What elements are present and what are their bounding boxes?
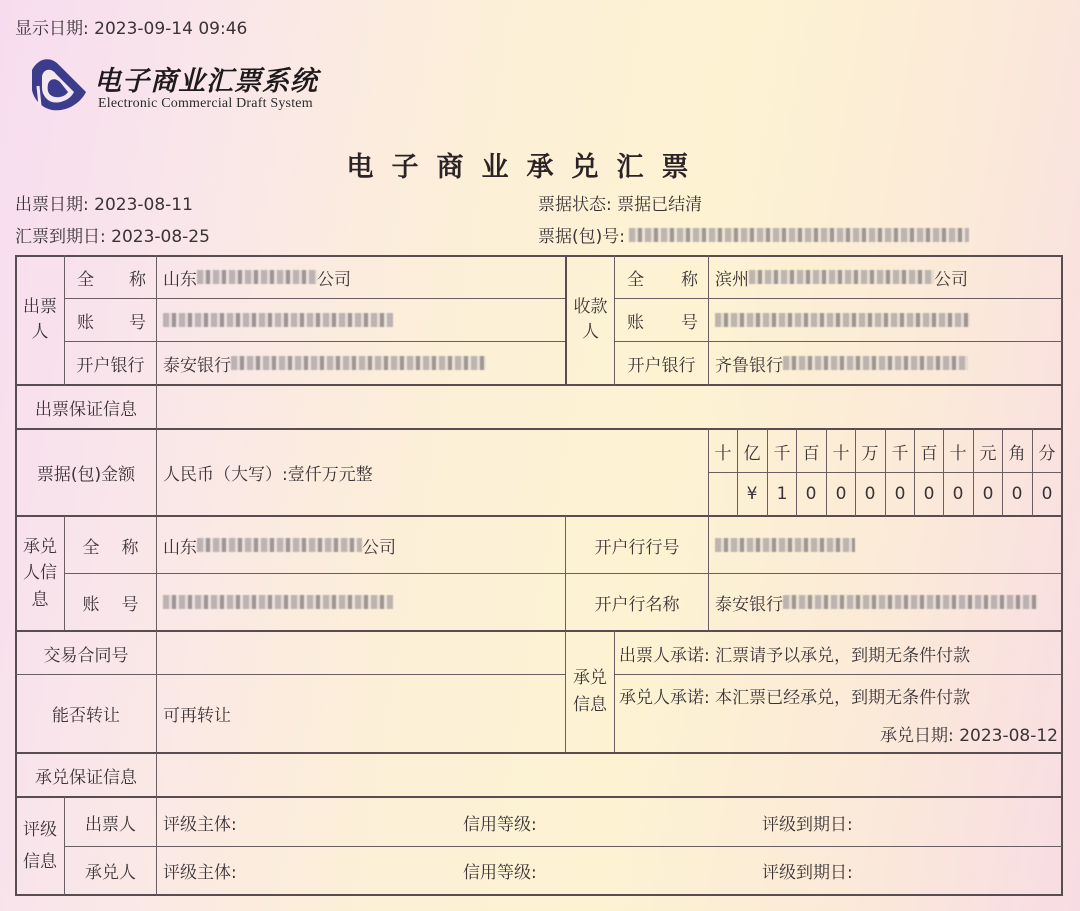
redacted [197,538,362,552]
amount-digit-cell: 0 [1011,484,1023,504]
label-line: 信息 [573,695,607,715]
acceptance-guarantee-label: 承兑保证信息 [35,767,137,788]
bill-status: 票据状态: 票据已结清 [538,195,703,215]
rating-acceptor-entity: 评级主体: [163,863,237,883]
amount-digit-cell: 0 [923,484,935,504]
rating-drawer-party: 出票人 [85,814,136,835]
amount-digit-cell: 0 [982,484,994,504]
label-char: 全 [627,269,644,290]
acceptor-name-value [157,517,565,573]
label-char: 账 [82,594,100,615]
logo-title-en: Electronic Commercial Draft System [98,96,313,111]
amount-unit-cell: 千 [773,443,791,464]
label-char: 全 [77,269,94,290]
amount-digit-cell [709,473,737,515]
amount-digit-cell: 0 [952,484,964,504]
label-char: 称 [129,269,146,290]
bill-number-label: 票据(包)号: [538,227,625,247]
label-line: 承兑 [573,667,607,688]
acceptance-date: 承兑日期: 2023-08-12 [880,725,1058,746]
label-line: 息 [31,589,49,610]
amount-unit-cell: 千 [891,443,909,464]
amount-label: 票据(包)金额 [36,465,136,485]
redacted [163,595,393,609]
rating-drawer-entity: 评级主体: [163,814,237,835]
rating-acceptor-party: 承兑人 [85,863,136,883]
label-line: 信息 [23,852,57,872]
payee-group-label [567,256,614,384]
document-title: 电子商业承兑汇票 [346,152,707,183]
payee-bank-label: 开户银行 [627,355,696,376]
contract-no-label: 交易合同号 [43,645,129,666]
amount-unit-cell: 十 [949,443,967,464]
payee-name-value [709,256,1061,298]
payee-bank-value [709,342,1061,384]
transferable-label: 能否转让 [52,706,120,726]
redacted [715,313,970,327]
redacted [231,356,486,370]
label-char: 全 [82,537,100,558]
acceptor-bank-name-value [709,574,1061,630]
redacted [163,313,393,327]
display-date: 显示日期: 2023-09-14 09:46 [15,19,248,39]
bill-number [538,222,969,247]
amount-unit-cell: 角 [1008,443,1026,464]
acceptor-name-label [65,517,156,573]
bill-number-redacted [629,228,969,242]
label-char: 号 [121,594,139,615]
label-char: 账 [77,312,94,333]
acceptor-bank-no-value [709,517,1061,573]
amount-digit-cell: 0 [894,484,906,504]
logo-title-cn: 电子商业汇票系统 [94,66,318,97]
label-line: 承兑 [23,536,57,557]
amount-unit-cell: 十 [714,443,732,464]
amount-digit-cell: 0 [835,484,847,504]
label-char: 账 [627,312,644,333]
payee-name-suffix: 公司 [934,269,968,290]
contract-no-value [157,632,565,674]
drawer-bank-prefix: 泰安银行 [163,355,231,376]
acceptor-name-suffix: 公司 [362,537,396,558]
redacted [783,595,1038,609]
drawer-name-label [65,256,156,298]
acceptor-bank-name-label: 开户行名称 [594,594,680,615]
payee-account-value [709,299,1061,341]
label-char: 称 [121,537,139,558]
payee-group-text: 收款人 [573,296,608,342]
label-char: 号 [129,312,146,333]
acceptor-bank-no-label: 开户行行号 [594,537,680,558]
rating-drawer-grade: 信用等级: [463,814,537,835]
drawer-promise: 出票人承诺: 汇票请予以承兑，到期无条件付款 [619,645,971,666]
label-char: 号 [681,312,698,333]
drawer-name-prefix: 山东 [163,269,197,290]
amount-unit-cell: 万 [861,443,879,464]
issue-date: 出票日期: 2023-08-11 [15,195,193,215]
acceptance-guarantee-value [157,754,1061,796]
payee-bank-prefix: 齐鲁银行 [715,355,783,376]
amount-unit-cell: 亿 [743,443,761,464]
label-line: 人信 [23,563,57,584]
amount-unit-cell: 百 [920,443,938,464]
rating-drawer-expiry: 评级到期日: [762,814,853,835]
payee-name-label [615,256,708,298]
label-char: 称 [681,269,698,290]
amount-unit-cell: 十 [832,443,850,464]
acceptance-info-label [566,632,614,752]
acceptor-bank-prefix: 泰安银行 [715,594,783,615]
amount-digit-cell: 0 [864,484,876,504]
redacted [749,270,934,284]
rating-acceptor-grade: 信用等级: [463,863,537,883]
amount-digit-cell: ¥ [746,484,758,504]
acceptor-promise: 承兑人承诺: 本汇票已经承兑，到期无条件付款 [619,687,971,708]
redacted [783,356,968,370]
rating-acceptor-expiry: 评级到期日: [762,863,853,883]
due-date: 汇票到期日: 2023-08-25 [15,227,210,247]
redacted [197,270,317,284]
amount-unit-cell: 百 [802,443,820,464]
drawer-group-label [16,256,64,384]
amount-digit-cell: 0 [1041,484,1053,504]
rating-info-label [16,798,64,894]
drawer-name-value [157,256,565,298]
amount-digit-cell: 0 [805,484,817,504]
payee-account-label [615,299,708,341]
acceptor-account-label [65,574,156,630]
amount-in-words: 人民币（大写）:壹仟万元整 [163,465,373,485]
payee-name-prefix: 滨州 [715,269,749,290]
drawer-guarantee-value [157,386,1061,428]
drawer-guarantee-label: 出票保证信息 [35,399,137,420]
label-line: 评级 [23,819,57,840]
drawer-bank-value [157,342,565,384]
amount-unit-cell: 元 [979,443,997,464]
drawer-account-value [157,299,565,341]
acceptor-account-value [157,574,565,630]
amount-unit-cell: 分 [1038,443,1056,464]
drawer-bank-label: 开户银行 [76,355,145,376]
drawer-group-text: 出票人 [23,296,57,342]
amount-digit-cell: 1 [776,484,788,504]
system-logo [28,56,328,116]
drawer-name-suffix: 公司 [317,269,351,290]
redacted [715,538,855,552]
transferable-value: 可再转让 [163,706,231,726]
ecds-logo-icon [28,56,90,114]
acceptor-name-prefix: 山东 [163,537,197,558]
drawer-account-label [65,299,156,341]
acceptor-group-label [16,517,64,630]
